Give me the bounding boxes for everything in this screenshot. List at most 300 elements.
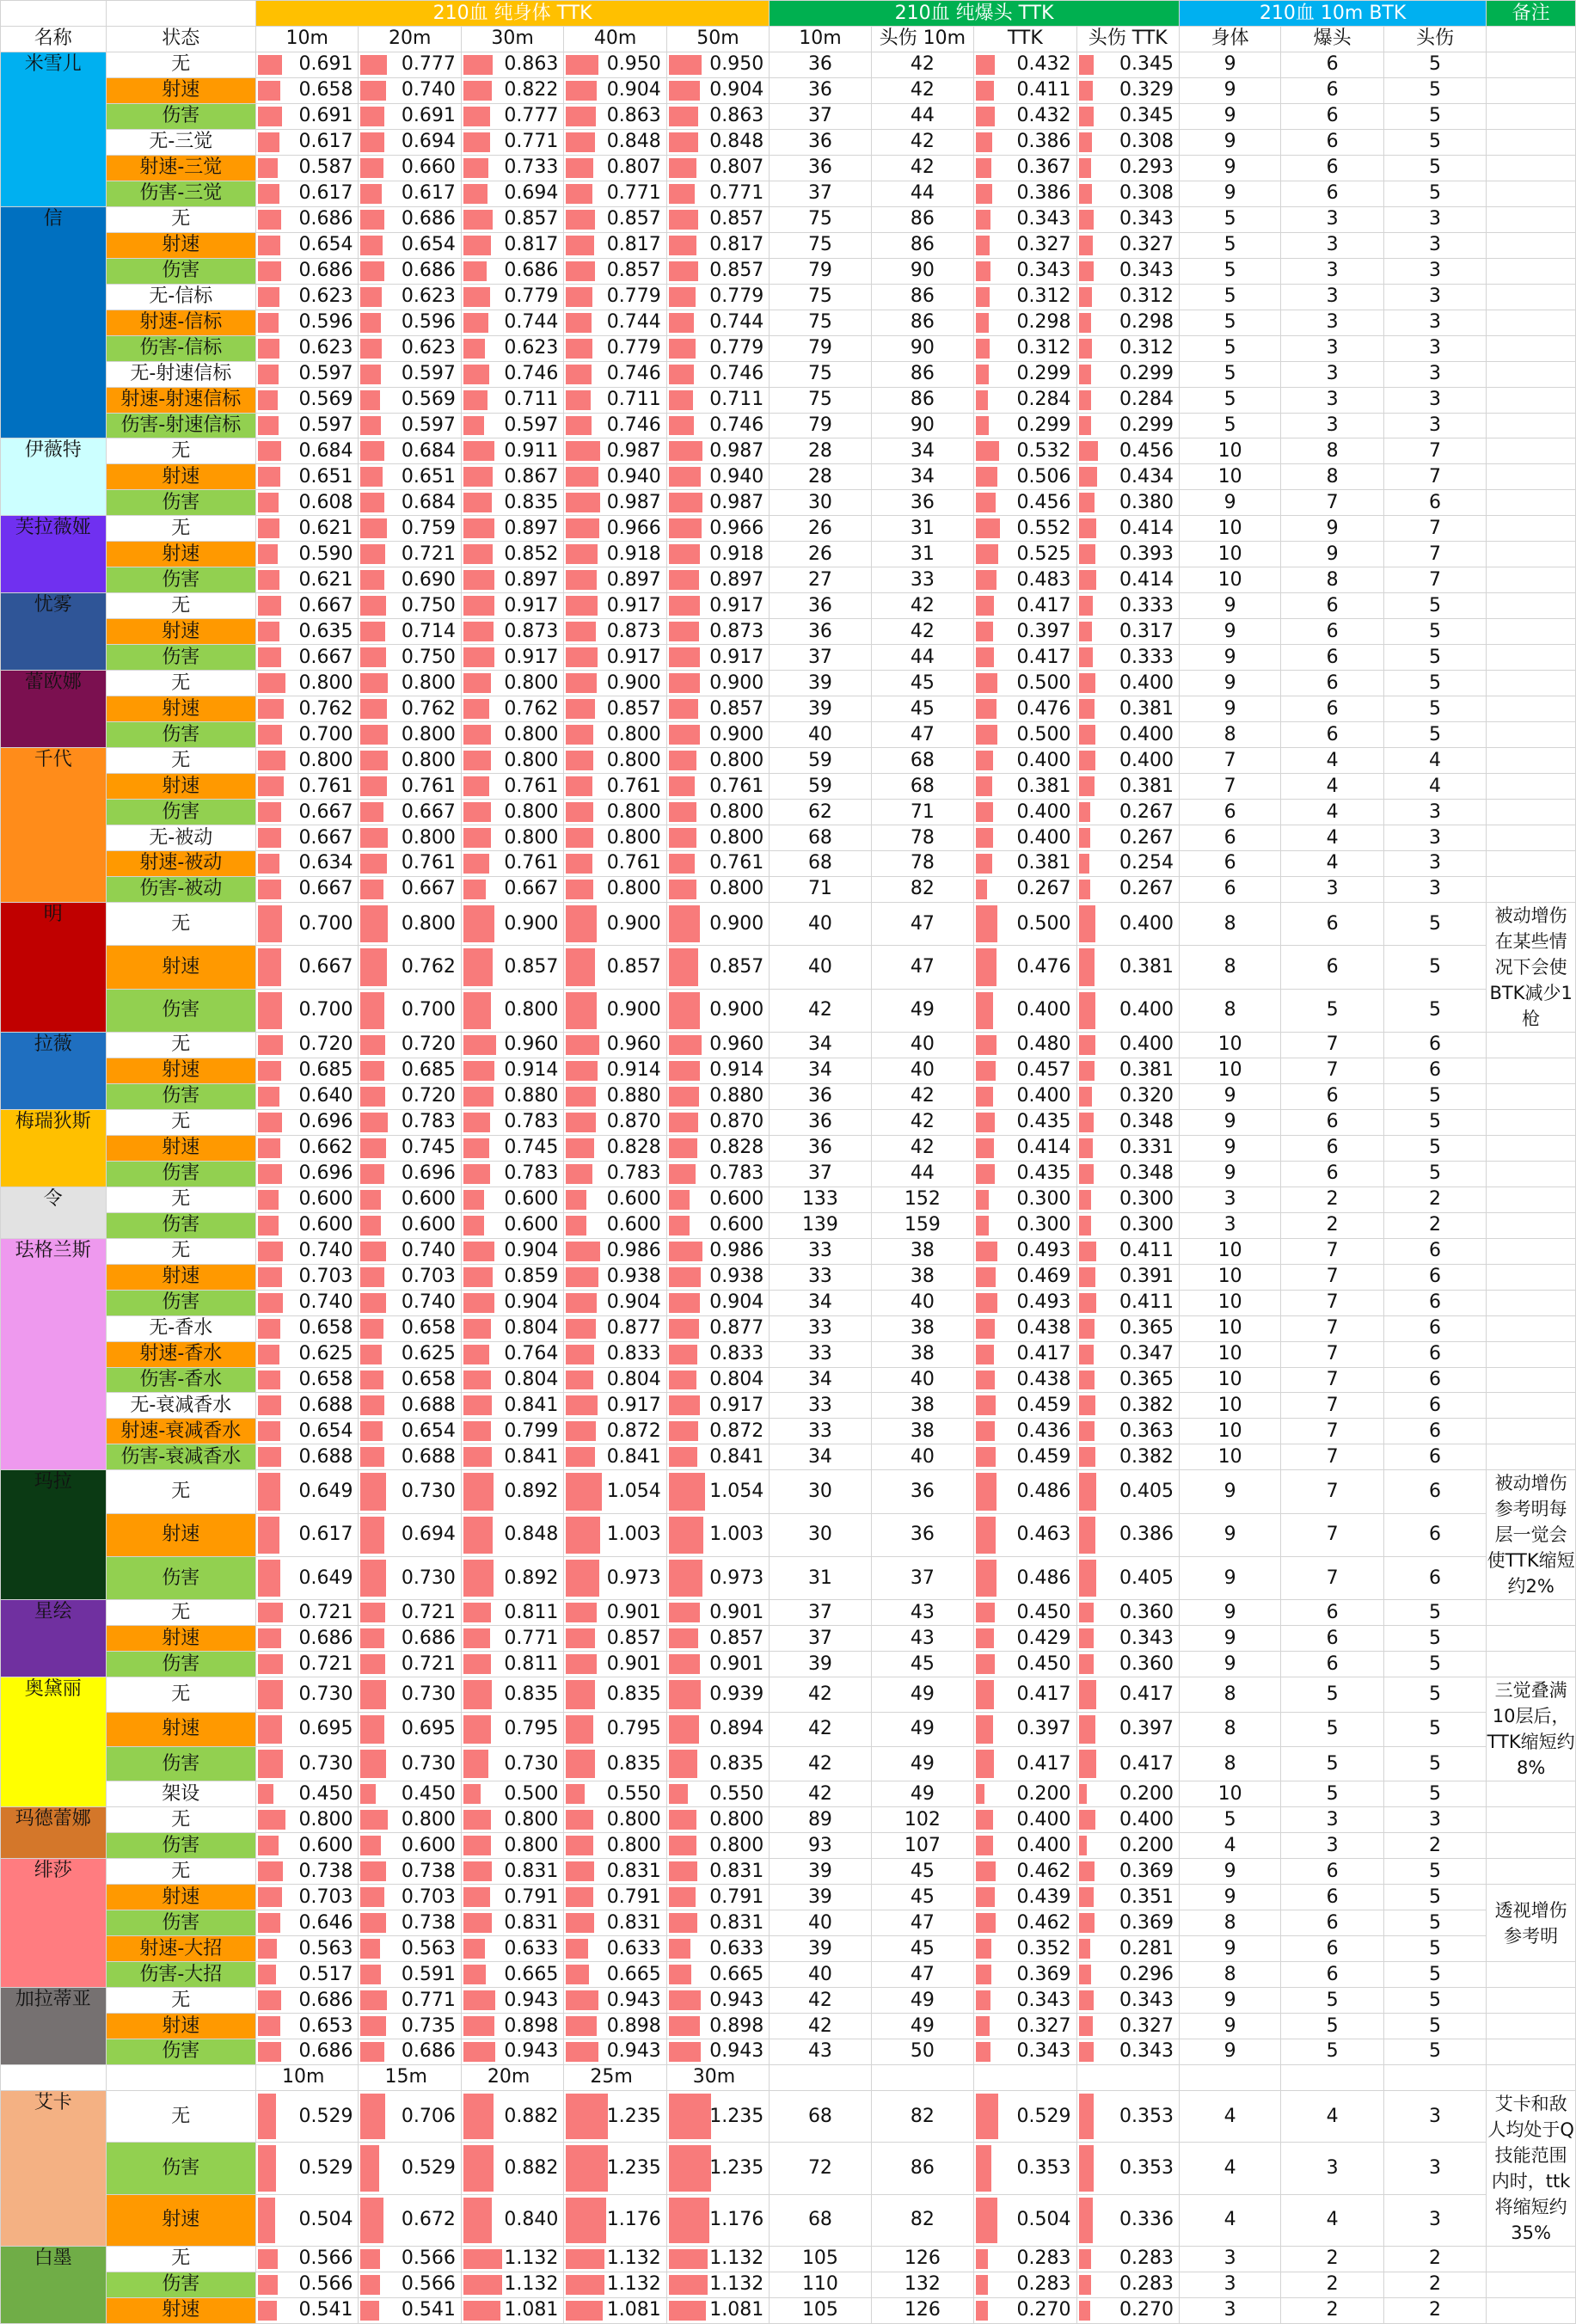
value-bar-cell [1076,722,1179,748]
cell-value: 7 [1383,516,1486,542]
cell-value: 47 [871,1962,973,1988]
cell-value: 0.633 [504,1937,559,1959]
data-bar [463,1061,494,1081]
value-bar-cell [974,335,1076,361]
data-bar [258,287,279,307]
table-row [1,1187,1576,1212]
cell-value: 0.662 [298,1137,353,1159]
cell-value: 0.667 [401,878,456,900]
value-bar-cell [256,593,359,619]
value-bar-cell [359,181,461,206]
cell-value: 9 [1179,1626,1280,1652]
cell-value: 0.943 [606,2040,661,2063]
cell-value: 0.800 [606,749,661,771]
cell-value: 0.720 [401,1033,456,1056]
data-bar [669,905,700,942]
cell-value: 0.360 [1119,1601,1174,1623]
value-bar-cell [974,1781,1076,1807]
value-bar-cell [974,1315,1076,1341]
data-bar [463,1087,494,1107]
cell-value: 0.417 [1016,594,1071,616]
data-bar [976,1715,993,1744]
value-bar-cell [666,1513,769,1556]
state-cell: 射速 [106,946,255,989]
value-bar-cell [1076,1600,1179,1626]
data-bar [669,2145,711,2191]
state-cell: 射速-三觉 [106,155,255,181]
value-bar-cell [564,1885,666,1910]
cell-value: 10 [1179,1419,1280,1444]
cell-value: 0.694 [401,131,456,153]
cell-value: 0.348 [1119,1162,1174,1185]
data-bar [669,1267,701,1287]
value-bar-cell [1076,696,1179,722]
cell-value: 0.283 [1016,2273,1071,2296]
value-bar-cell [1076,2246,1179,2272]
data-bar [669,1750,697,1778]
value-bar-cell [256,1936,359,1962]
cell-value: 0.761 [504,852,559,874]
empty-cell [1487,1807,1576,1833]
state-cell: 无 [106,1807,255,1833]
cell-value: 9 [1179,671,1280,696]
value-bar-cell [256,2039,359,2064]
value-bar-cell [256,1652,359,1677]
data-bar [566,1965,588,1984]
data-bar [976,1061,996,1081]
data-bar [463,2301,500,2321]
cell-value: 0.800 [709,826,764,849]
data-bar [258,365,279,384]
cell-value: 0.597 [298,414,353,436]
cell-value: 0.688 [298,1445,353,1468]
data-bar [669,1517,703,1554]
cell-value: 0.841 [709,1445,764,1468]
data-bar [258,1517,279,1554]
value-bar-cell [666,1264,769,1290]
cell-value: 0.381 [1119,955,1174,978]
cell-value: 0.566 [298,2273,353,2296]
value-bar-cell [564,1746,666,1781]
data-bar [669,1628,698,1648]
value-bar-cell [256,850,359,876]
cell-value: 0.685 [401,1059,456,1082]
value-bar-cell [974,1058,1076,1083]
empty-cell [1487,1135,1576,1161]
data-bar [360,81,385,101]
value-bar-cell [974,619,1076,645]
column-header: TTK [974,26,1076,52]
empty-cell [1487,155,1576,181]
data-bar [463,1035,496,1055]
value-bar-cell [974,258,1076,284]
value-bar-cell [461,387,563,413]
data-bar [976,1190,989,1210]
value-bar-cell [359,1187,461,1212]
cell-value: 79 [770,258,871,284]
cell-value: 1.132 [606,2247,661,2270]
cell-value: 0.807 [606,156,661,179]
data-bar [976,261,990,281]
cell-value: 0.960 [709,1033,764,1056]
cell-value: 26 [770,542,871,567]
cell-value: 1.132 [606,2273,661,2296]
cell-value: 0.686 [401,260,456,282]
cell-value: 3 [1179,2297,1280,2323]
character-name: 玛德蕾娜 [1,1807,107,1859]
cell-value: 0.711 [606,389,661,411]
data-bar [669,441,702,461]
data-bar [976,287,990,307]
cell-value: 0.429 [1016,1627,1071,1649]
data-bar [463,725,491,745]
cell-value: 0.600 [298,1188,353,1211]
cell-value: 5 [1383,722,1486,748]
data-bar [669,184,696,204]
table-row [1,1746,1576,1781]
value-bar-cell [256,129,359,155]
value-bar-cell [1076,1557,1179,1600]
data-bar [463,1447,492,1467]
data-bar [1079,416,1092,436]
cell-value: 0.848 [606,131,661,153]
cell-value: 4 [1281,748,1383,774]
cell-value: 0.986 [606,1240,661,1262]
cell-value: 0.525 [1016,543,1071,565]
value-bar-cell [974,645,1076,671]
cell-value: 40 [871,1290,973,1315]
cell-value: 5 [1179,1807,1280,1833]
cell-value: 6 [1281,1910,1383,1936]
cell-value: 0.804 [504,1317,559,1340]
cell-value: 0.665 [709,1963,764,1985]
value-bar-cell [666,1161,769,1187]
cell-value: 33 [770,1264,871,1290]
table-row [1,645,1576,671]
value-bar-cell [359,1712,461,1746]
value-bar-cell [564,258,666,284]
cell-value: 42 [871,77,973,103]
cell-value: 5 [1281,989,1383,1032]
table-row [1,1936,1576,1962]
data-bar [976,1784,984,1804]
cell-value: 4 [1383,774,1486,800]
cell-value: 5 [1383,1677,1486,1712]
cell-value: 0.312 [1016,337,1071,359]
value-bar-cell [359,748,461,774]
data-bar [258,1810,285,1830]
data-bar [360,236,383,255]
cell-value: 39 [770,1936,871,1962]
data-bar [976,236,990,255]
cell-value: 0.684 [401,439,456,462]
cell-value: 0.333 [1119,594,1174,616]
data-bar [463,1810,491,1830]
value-bar-cell [461,722,563,748]
cell-value: 0.381 [1119,1059,1174,1082]
cell-value: 42 [871,619,973,645]
data-bar [669,1319,699,1339]
cell-value: 5 [1383,593,1486,619]
cell-value: 0.397 [1016,1718,1071,1740]
cell-value: 0.617 [298,1524,353,1546]
empty-cell [1487,103,1576,129]
table-row [1,438,1576,464]
value-bar-cell [359,567,461,593]
cell-value: 9 [1179,103,1280,129]
cell-value: 0.200 [1119,1834,1174,1856]
cell-value: 0.771 [606,182,661,205]
value-bar-cell [359,1032,461,1058]
cell-value: 5 [1383,52,1486,77]
data-bar [669,2275,708,2295]
value-bar-cell [974,542,1076,567]
cell-value: 0.721 [298,1601,353,1623]
value-bar-cell [564,1135,666,1161]
value-bar-cell [461,103,563,129]
value-bar-cell [564,1513,666,1556]
cell-value: 0.877 [606,1317,661,1340]
value-bar-cell [461,696,563,722]
data-bar [976,622,993,641]
cell-value: 6 [1281,1600,1383,1626]
state-cell: 伤害 [106,2272,255,2297]
data-bar [976,210,990,230]
cell-value: 0.720 [401,1085,456,1107]
value-bar-cell [666,1746,769,1781]
cell-value: 0.777 [504,105,559,127]
data-bar [258,1750,283,1778]
column-header: 40m [564,26,666,52]
cell-value: 0.900 [709,912,764,935]
cell-value: 0.811 [504,1653,559,1675]
data-bar [566,544,598,564]
data-bar [566,287,592,307]
cell-value: 0.405 [1119,1567,1174,1589]
cell-value: 0.700 [298,723,353,745]
data-bar [258,107,281,126]
value-bar-cell [666,1677,769,1712]
cell-value: 3 [1281,387,1383,413]
state-cell: 伤害 [106,1833,255,1859]
data-bar [566,158,593,178]
value-bar-cell [564,946,666,989]
cell-value: 8 [1179,1746,1280,1781]
cell-value: 0.400 [1016,1834,1071,1856]
data-bar [463,1939,485,1959]
cell-value: 0.658 [298,1317,353,1340]
header-head-ttk: 210血 纯爆头 TTK [770,1,1180,27]
cell-value: 1.081 [504,2299,559,2321]
value-bar-cell [461,2194,563,2246]
data-bar [463,1628,490,1648]
value-bar-cell [256,800,359,825]
empty-cell [770,2064,871,2090]
data-bar [1079,107,1094,126]
value-bar-cell [564,902,666,945]
cell-value: 3 [1383,413,1486,438]
cell-value: 36 [770,1135,871,1161]
cell-value: 34 [871,438,973,464]
data-bar [976,1216,989,1236]
value-bar-cell [256,1212,359,1238]
character-name: 梅瑞狄斯 [1,1109,107,1187]
value-bar-cell [1076,671,1179,696]
value-bar-cell [564,1264,666,1290]
cell-value: 5 [1383,2014,1486,2039]
cell-value: 0.381 [1119,697,1174,720]
cell-value: 0.381 [1016,852,1071,874]
data-bar [669,802,696,822]
cell-value: 6 [1281,671,1383,696]
cell-value: 36 [770,129,871,155]
cell-value: 3 [1383,2143,1486,2194]
data-bar [669,236,697,255]
value-bar-cell [666,825,769,851]
cell-value: 0.563 [298,1937,353,1959]
empty-cell [1487,1444,1576,1470]
cell-value: 0.859 [504,1266,559,1288]
data-bar [669,2249,708,2269]
cell-value: 28 [770,464,871,490]
state-cell: 射速 [106,1885,255,1910]
cell-value: 5 [1383,1626,1486,1652]
value-bar-cell [461,1557,563,1600]
cell-value: 37 [770,1161,871,1187]
cell-value: 0.828 [606,1137,661,1159]
value-bar-cell [974,2014,1076,2039]
cell-value: 0.800 [504,671,559,694]
cell-value: 0.795 [606,1718,661,1740]
cell-value: 0.600 [606,1188,661,1211]
value-bar-cell [1076,748,1179,774]
value-bar-cell [666,1135,769,1161]
value-bar-cell [564,464,666,490]
cell-value: 0.347 [1119,1343,1174,1365]
data-bar [669,2301,706,2321]
data-bar [1079,2042,1094,2062]
data-bar [360,673,388,693]
cell-value: 0.762 [298,697,353,720]
cell-value: 0.293 [1119,156,1174,179]
value-bar-cell [666,1058,769,1083]
value-bar-cell [461,1238,563,1264]
data-bar [360,1654,385,1674]
cell-value: 0.800 [401,1808,456,1830]
cell-value: 31 [871,542,973,567]
data-bar [976,1887,995,1907]
cell-value: 0.296 [1119,1963,1174,1985]
table-row [1,1988,1576,2014]
cell-value: 0.400 [1016,749,1071,771]
cell-value: 0.621 [298,568,353,591]
data-bar [360,1345,382,1364]
cell-value: 28 [770,438,871,464]
cell-value: 0.654 [401,234,456,256]
value-bar-cell [564,1470,666,1513]
cell-value: 68 [871,774,973,800]
cell-value: 0.703 [298,1886,353,1908]
cell-value: 6 [1383,1264,1486,1290]
cell-value: 44 [871,103,973,129]
data-bar [360,313,381,333]
table-row [1,387,1576,413]
data-bar [976,1654,995,1674]
data-bar [669,416,695,436]
data-bar [566,518,598,538]
note-cell: 三觉叠满10层后，TTK缩短约8% [1487,1677,1576,1781]
value-bar-cell [359,155,461,181]
empty-cell [1487,1161,1576,1187]
value-bar-cell [461,464,563,490]
data-bar [258,1293,283,1313]
cell-value: 36 [770,593,871,619]
state-cell: 无 [106,52,255,77]
cell-value: 0.462 [1016,1911,1071,1934]
column-header: 10m [770,26,871,52]
data-bar [258,261,281,281]
table-row [1,1712,1576,1746]
data-bar [360,1603,385,1622]
data-bar [463,493,492,512]
value-bar-cell [359,258,461,284]
cell-value: 0.450 [1016,1601,1071,1623]
value-bar-cell [359,310,461,335]
data-bar [360,2042,383,2062]
data-bar [669,1939,690,1959]
state-cell: 伤害 [106,490,255,516]
data-bar [463,1784,481,1804]
cell-value: 0.761 [298,775,353,797]
data-bar [258,1421,280,1441]
cell-value: 6 [1383,1367,1486,1393]
character-name: 珐格兰斯 [1,1238,107,1470]
cell-value: 49 [871,1746,973,1781]
data-bar [976,1395,996,1415]
data-bar [669,81,700,101]
value-bar-cell [359,1807,461,1833]
value-bar-cell [256,989,359,1032]
cell-value: 2 [1281,1187,1383,1212]
data-bar [1079,236,1093,255]
data-bar [566,1242,599,1261]
value-bar-cell [359,2039,461,2064]
data-bar [1079,596,1094,616]
value-bar-cell [256,1833,359,1859]
value-bar-cell [564,593,666,619]
data-bar [360,1939,379,1959]
data-bar [1079,1836,1088,1855]
state-cell: 射速 [106,2297,255,2323]
data-bar [463,467,494,487]
cell-value: 9 [1179,129,1280,155]
cell-value: 0.800 [504,1834,559,1856]
cell-value: 4 [1179,1833,1280,1859]
value-bar-cell [256,1859,359,1885]
data-bar [1079,158,1092,178]
cell-value: 0.688 [401,1394,456,1416]
cell-value: 38 [871,1264,973,1290]
cell-value: 0.857 [606,260,661,282]
data-bar [1079,992,1096,1029]
table-row [1,361,1576,387]
empty-cell [1487,258,1576,284]
cell-value: 7 [1281,1032,1383,1058]
data-bar [1079,1138,1093,1158]
cell-value: 0.877 [709,1317,764,1340]
data-bar [1079,1395,1095,1415]
value-bar-cell [974,1626,1076,1652]
